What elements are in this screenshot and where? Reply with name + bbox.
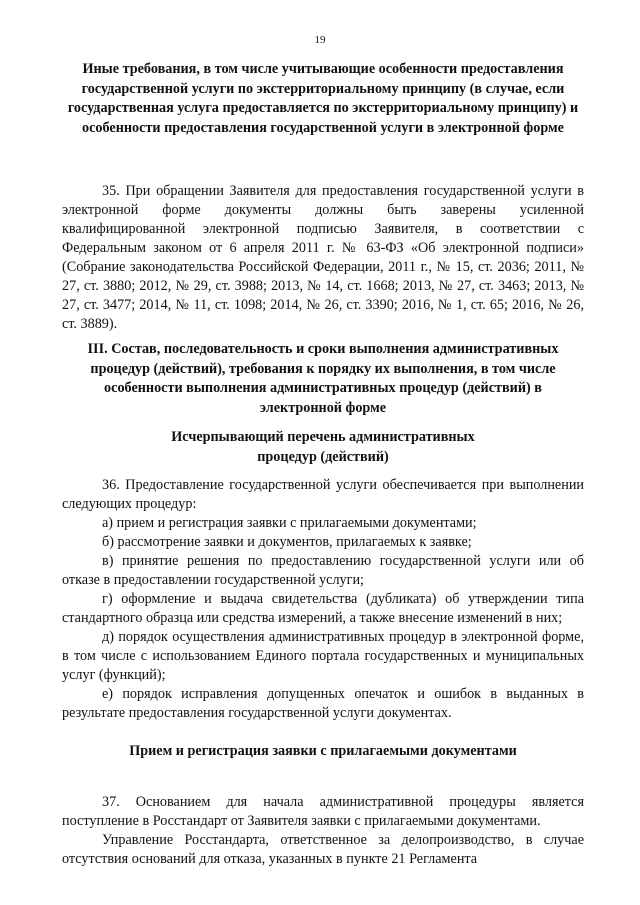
- heading-reception-registration: Прием и регистрация заявки с прилагаемыми документами: [129, 743, 517, 759]
- paragraph-37-block: [62, 793, 584, 869]
- heading-section-iii: III. Состав, последовательность и сроки выполнения административных процедур (действий), требования к порядку их выполнения, в том числе особенности выполнения административных процедур (действий) в электронной форме: [87, 341, 559, 416]
- list-item-e: е) порядок исправления допущенных опечаток и ошибок в выданных в результате предоставления государственной услуги документах.: [62, 686, 584, 721]
- list-item-d: д) порядок осуществления административных процедур в электронной форме, в том числе с использованием Единого портала государственных и муниципальных услуг (функций);: [62, 629, 584, 683]
- paragraph-37-continued: Управление Росстандарта, ответственное за делопроизводство, в случае отсутствия оснований для отказа, указанных в пункте 21 Регламента: [62, 832, 584, 867]
- list-item-v: в) принятие решения по предоставлению государственной услуги или об отказе в предоставлении государственной услуги;: [62, 553, 584, 588]
- list-item-b: б) рассмотрение заявки и документов, прилагаемых к заявке;: [102, 534, 472, 550]
- list-item-a: а) прием и регистрация заявки с прилагаемыми документами;: [102, 515, 477, 531]
- paragraph-37: 37. Основанием для начала административной процедуры является поступление в Росстандарт от Заявителя заявки с прилагаемыми документами.: [62, 794, 584, 829]
- page-number: 19: [314, 34, 326, 46]
- paragraph-35: 35. При обращении Заявителя для предоставления государственной услуги в электронной форме документы должны быть заверены усиленной квалифицированной электронной подписью Заявителя, в соответствии с Федеральным законом от 6 апреля 2011 г. № 63-ФЗ «Об электронной подписи» (Собрание законодательства Российской Федерации, 2011 г., № 15, ст. 2036; 2011, № 27, ст. 3880; 2012, № 29, ст. 3988; 2013, № 14, ст. 1668; 2013, № 27, ст. 3463; 2013, № 27, ст. 3477; 2014, № 11, ст. 1098; 2014, № 26, ст. 3390; 2016, № 1, ст. 65; 2016, № 26, ст. 3889).: [62, 183, 584, 332]
- paragraph-36-intro: 36. Предоставление государственной услуги обеспечивается при выполнении следующих процедур:: [62, 477, 584, 512]
- list-item-g: г) оформление и выдача свидетельства (дубликата) об утверждении типа стандартного образца или средства измерений, а также внесение изменений в них;: [62, 591, 584, 626]
- heading-other-requirements: Иные требования, в том числе учитывающие особенности предоставления государственной услуги по экстерриториальному принципу (в случае, если государственная услуга предоставляется по экстерриториальному принципу) и особенности предоставления государственной услуги в электронной форме: [67, 61, 579, 136]
- subheading-procedures-list: Исчерпывающий перечень административных процедур (действий): [171, 429, 475, 465]
- paragraph-36-block: [62, 476, 584, 723]
